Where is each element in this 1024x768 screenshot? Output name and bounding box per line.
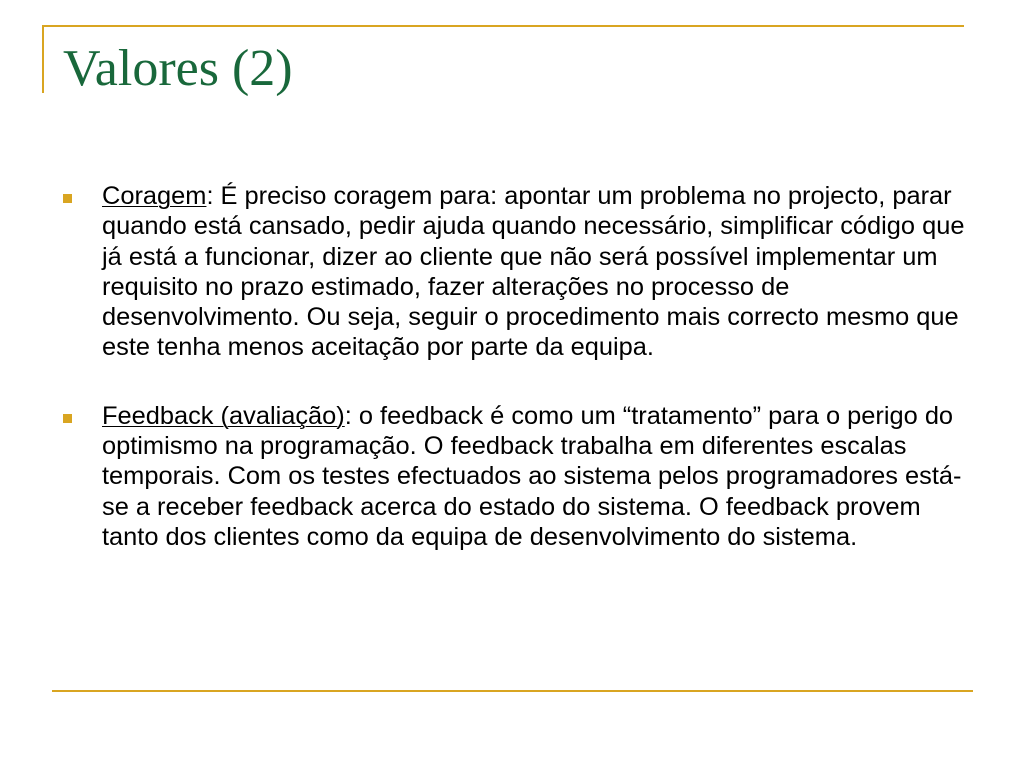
square-bullet-icon [63,194,72,203]
left-decorative-rule [42,25,44,93]
bullet-separator: : [206,182,214,210]
square-bullet-icon [63,414,72,423]
bullet-item-coragem [63,181,968,363]
bullet-list [63,181,968,552]
bullet-term: Feedback (avaliação) [102,401,345,430]
bullet-term: Coragem [102,182,207,210]
bullet-separator: : [344,401,352,430]
bullet-text: É preciso coragem para: apontar um problema no projecto, parar quando está cansado, pedir ajuda quando necessário, simplificar código que já está a funcionar, dizer ao cliente que não será possível implementar um requisito no prazo estimado, fazer alterações no processo de desenvolvimento. Ou seja, seguir o procedimento mais correcto mesmo que este tenha menos aceitação por parte da equipa. [102,182,965,362]
bullet-text: o feedback é como um “tratamento” para o perigo do optimismo na programação. O feedback trabalha em diferentes escalas temporais. Com os testes efectuados ao sistema pelos programadores está-se a receber feedback acerca do estado do sistema. O feedback provem tanto dos clientes como da equipa de desenvolvimento do sistema. [102,401,962,551]
slide-title: Valores (2) [63,40,293,97]
top-decorative-rule [42,25,964,27]
bullet-item-feedback [63,401,968,552]
bottom-decorative-rule [52,690,973,692]
